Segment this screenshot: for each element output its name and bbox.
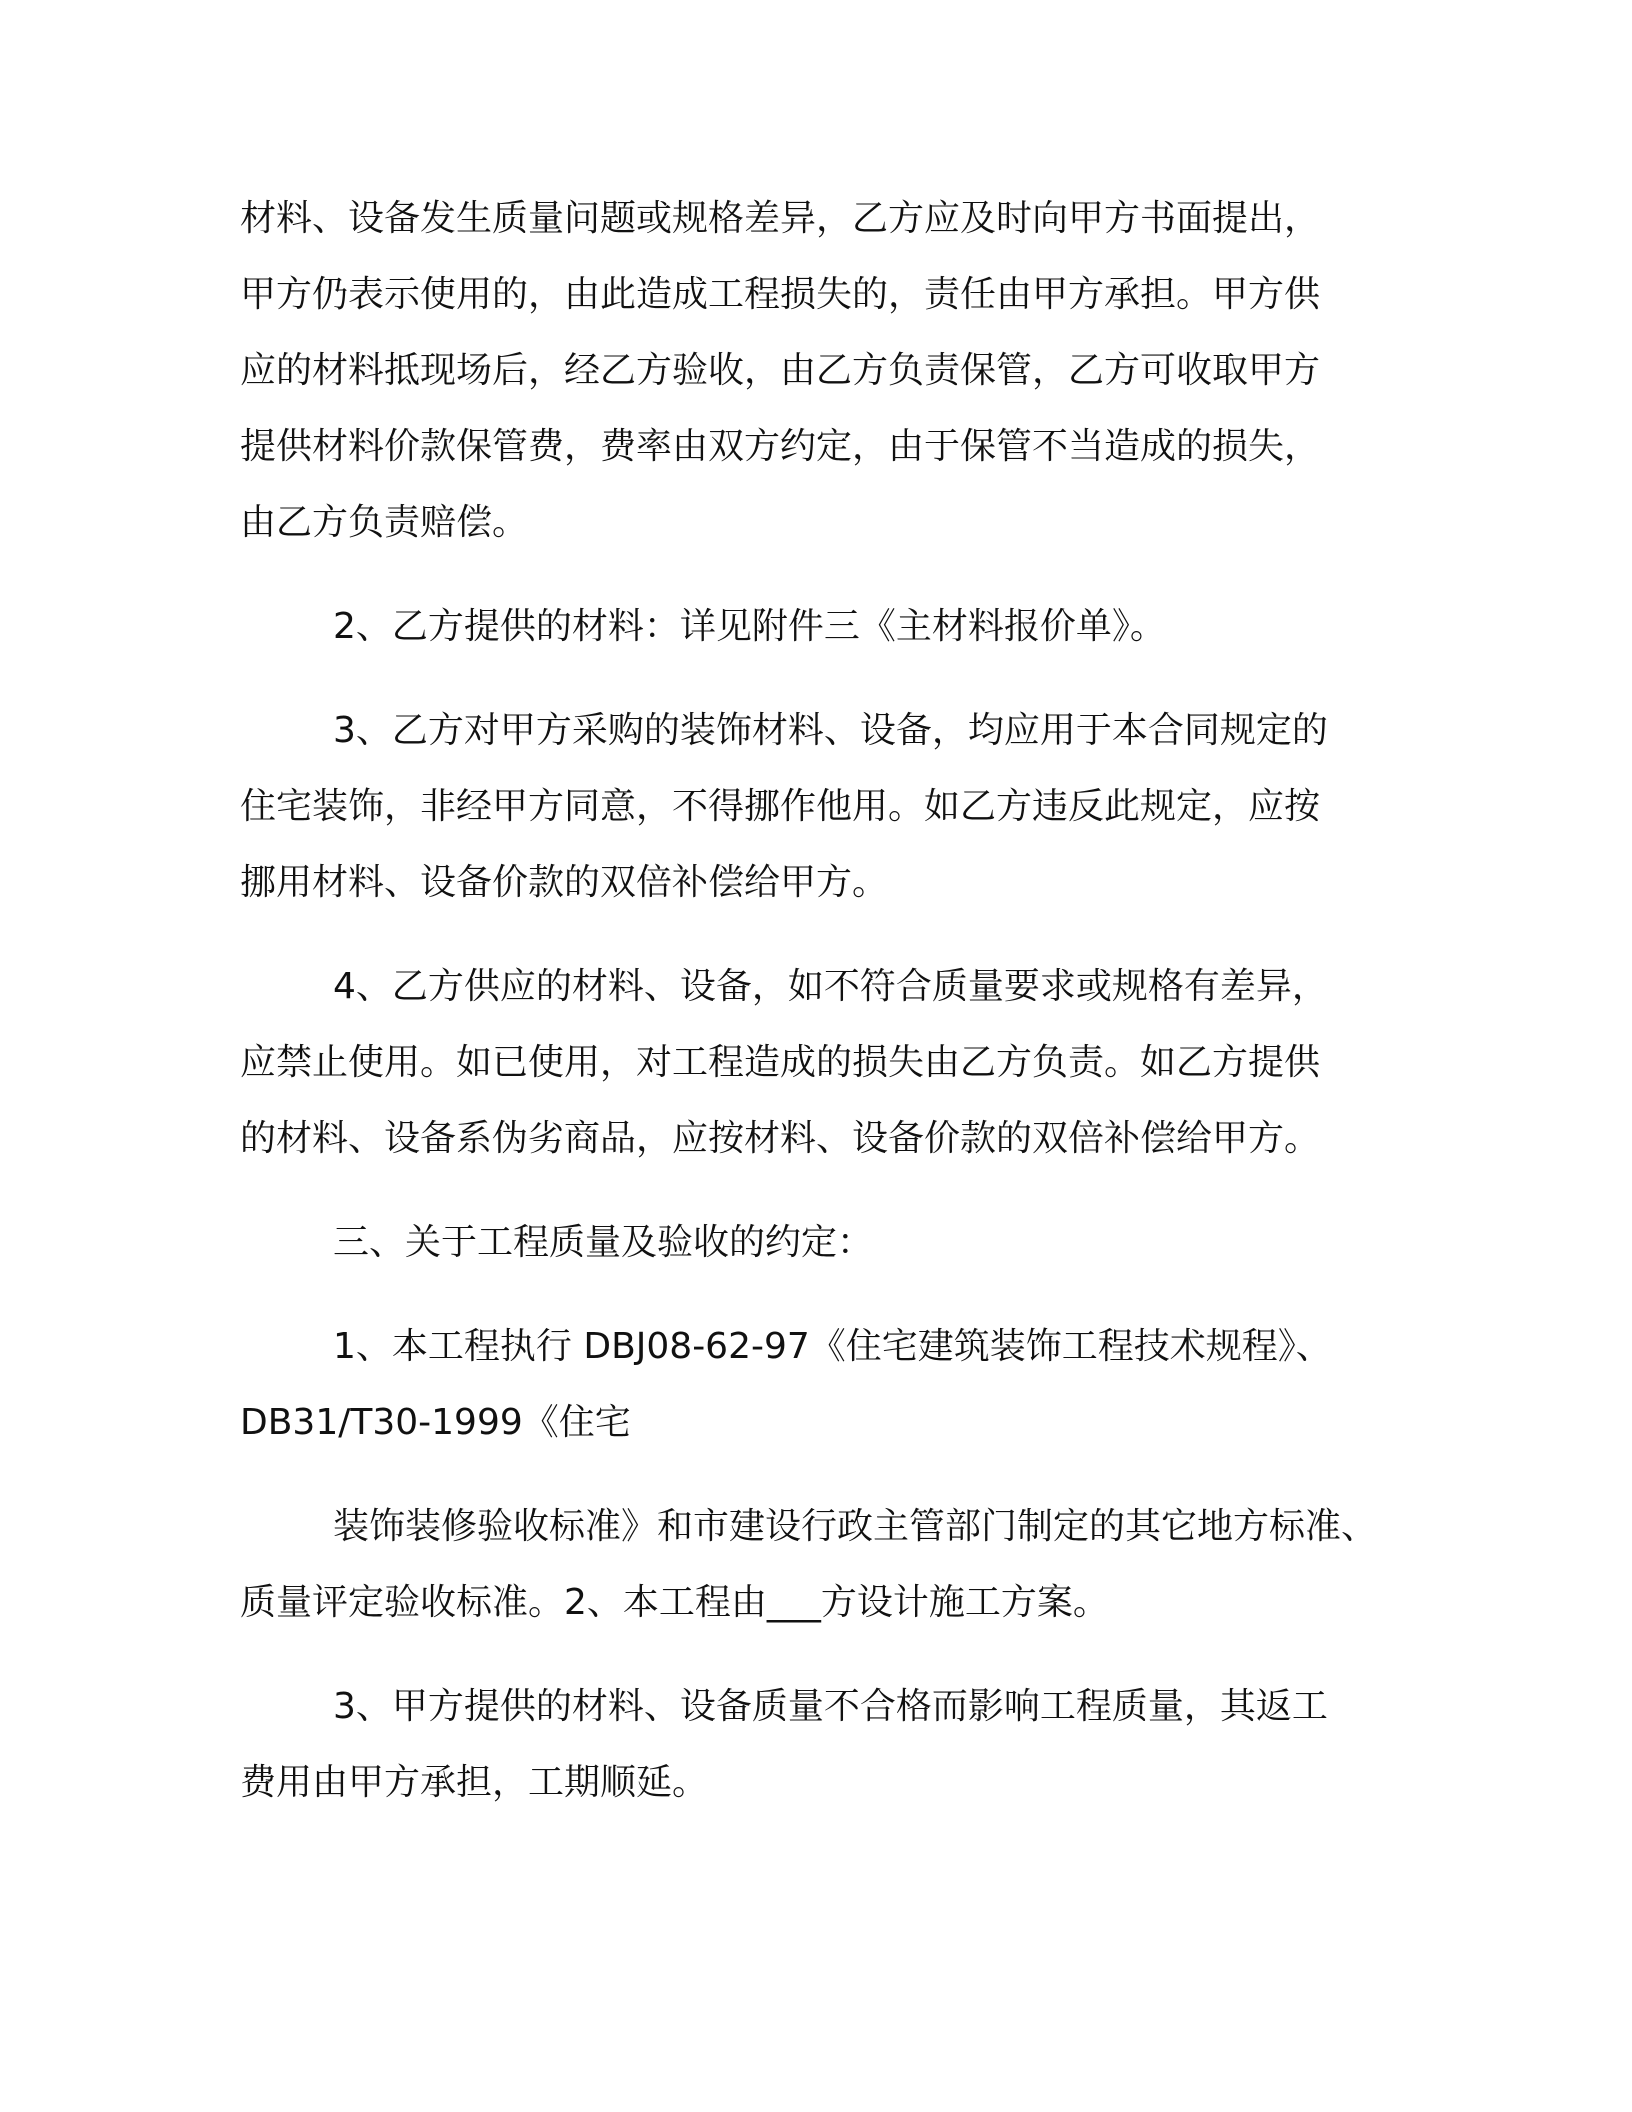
body-text-line: 住宅装饰，非经甲方同意，不得挪作他用。如乙方违反此规定，应按 bbox=[240, 786, 1321, 827]
body-text-line: 甲方仍表示使用的，由此造成工程损失的，责任由甲方承担。甲方供 bbox=[240, 274, 1321, 315]
body-text-line: 提供材料价款保管费，费率由双方约定，由于保管不当造成的损失， bbox=[240, 426, 1321, 467]
clause-2-line: 2、乙方提供的材料：详见附件三《主材料报价单》。 bbox=[333, 606, 1166, 647]
body-text-line: 的材料、设备系伪劣商品，应按材料、设备价款的双倍补偿给甲方。 bbox=[240, 1118, 1321, 1159]
body-text-line: DB31/T30-1999《住宅 bbox=[240, 1402, 631, 1443]
body-text-line: 挪用材料、设备价款的双倍补偿给甲方。 bbox=[240, 862, 889, 903]
body-text-line: 费用由甲方承担，工期顺延。 bbox=[240, 1762, 709, 1803]
body-text-line: 质量评定验收标准。2、本工程由___方设计施工方案。 bbox=[240, 1582, 1109, 1623]
clause-3-quality-line: 3、甲方提供的材料、设备质量不合格而影响工程质量，其返工 bbox=[333, 1686, 1328, 1727]
clause-3-line: 3、乙方对甲方采购的装饰材料、设备，均应用于本合同规定的 bbox=[333, 710, 1328, 751]
clause-4-line: 4、乙方供应的材料、设备，如不符合质量要求或规格有差异， bbox=[333, 966, 1328, 1007]
clause-1-line: 1、本工程执行 DBJ08-62-97《住宅建筑装饰工程技术规程》、 bbox=[333, 1326, 1332, 1367]
body-text-line: 应禁止使用。如已使用，对工程造成的损失由乙方负责。如乙方提供 bbox=[240, 1042, 1321, 1083]
body-text-line: 由乙方负责赔偿。 bbox=[240, 502, 529, 543]
body-text-line: 装饰装修验收标准》和市建设行政主管部门制定的其它地方标准、 bbox=[333, 1506, 1378, 1547]
section-heading: 三、关于工程质量及验收的约定： bbox=[333, 1222, 874, 1263]
body-text-line: 应的材料抵现场后，经乙方验收，由乙方负责保管，乙方可收取甲方 bbox=[240, 350, 1321, 391]
body-text-line: 材料、设备发生质量问题或规格差异，乙方应及时向甲方书面提出， bbox=[240, 198, 1321, 239]
